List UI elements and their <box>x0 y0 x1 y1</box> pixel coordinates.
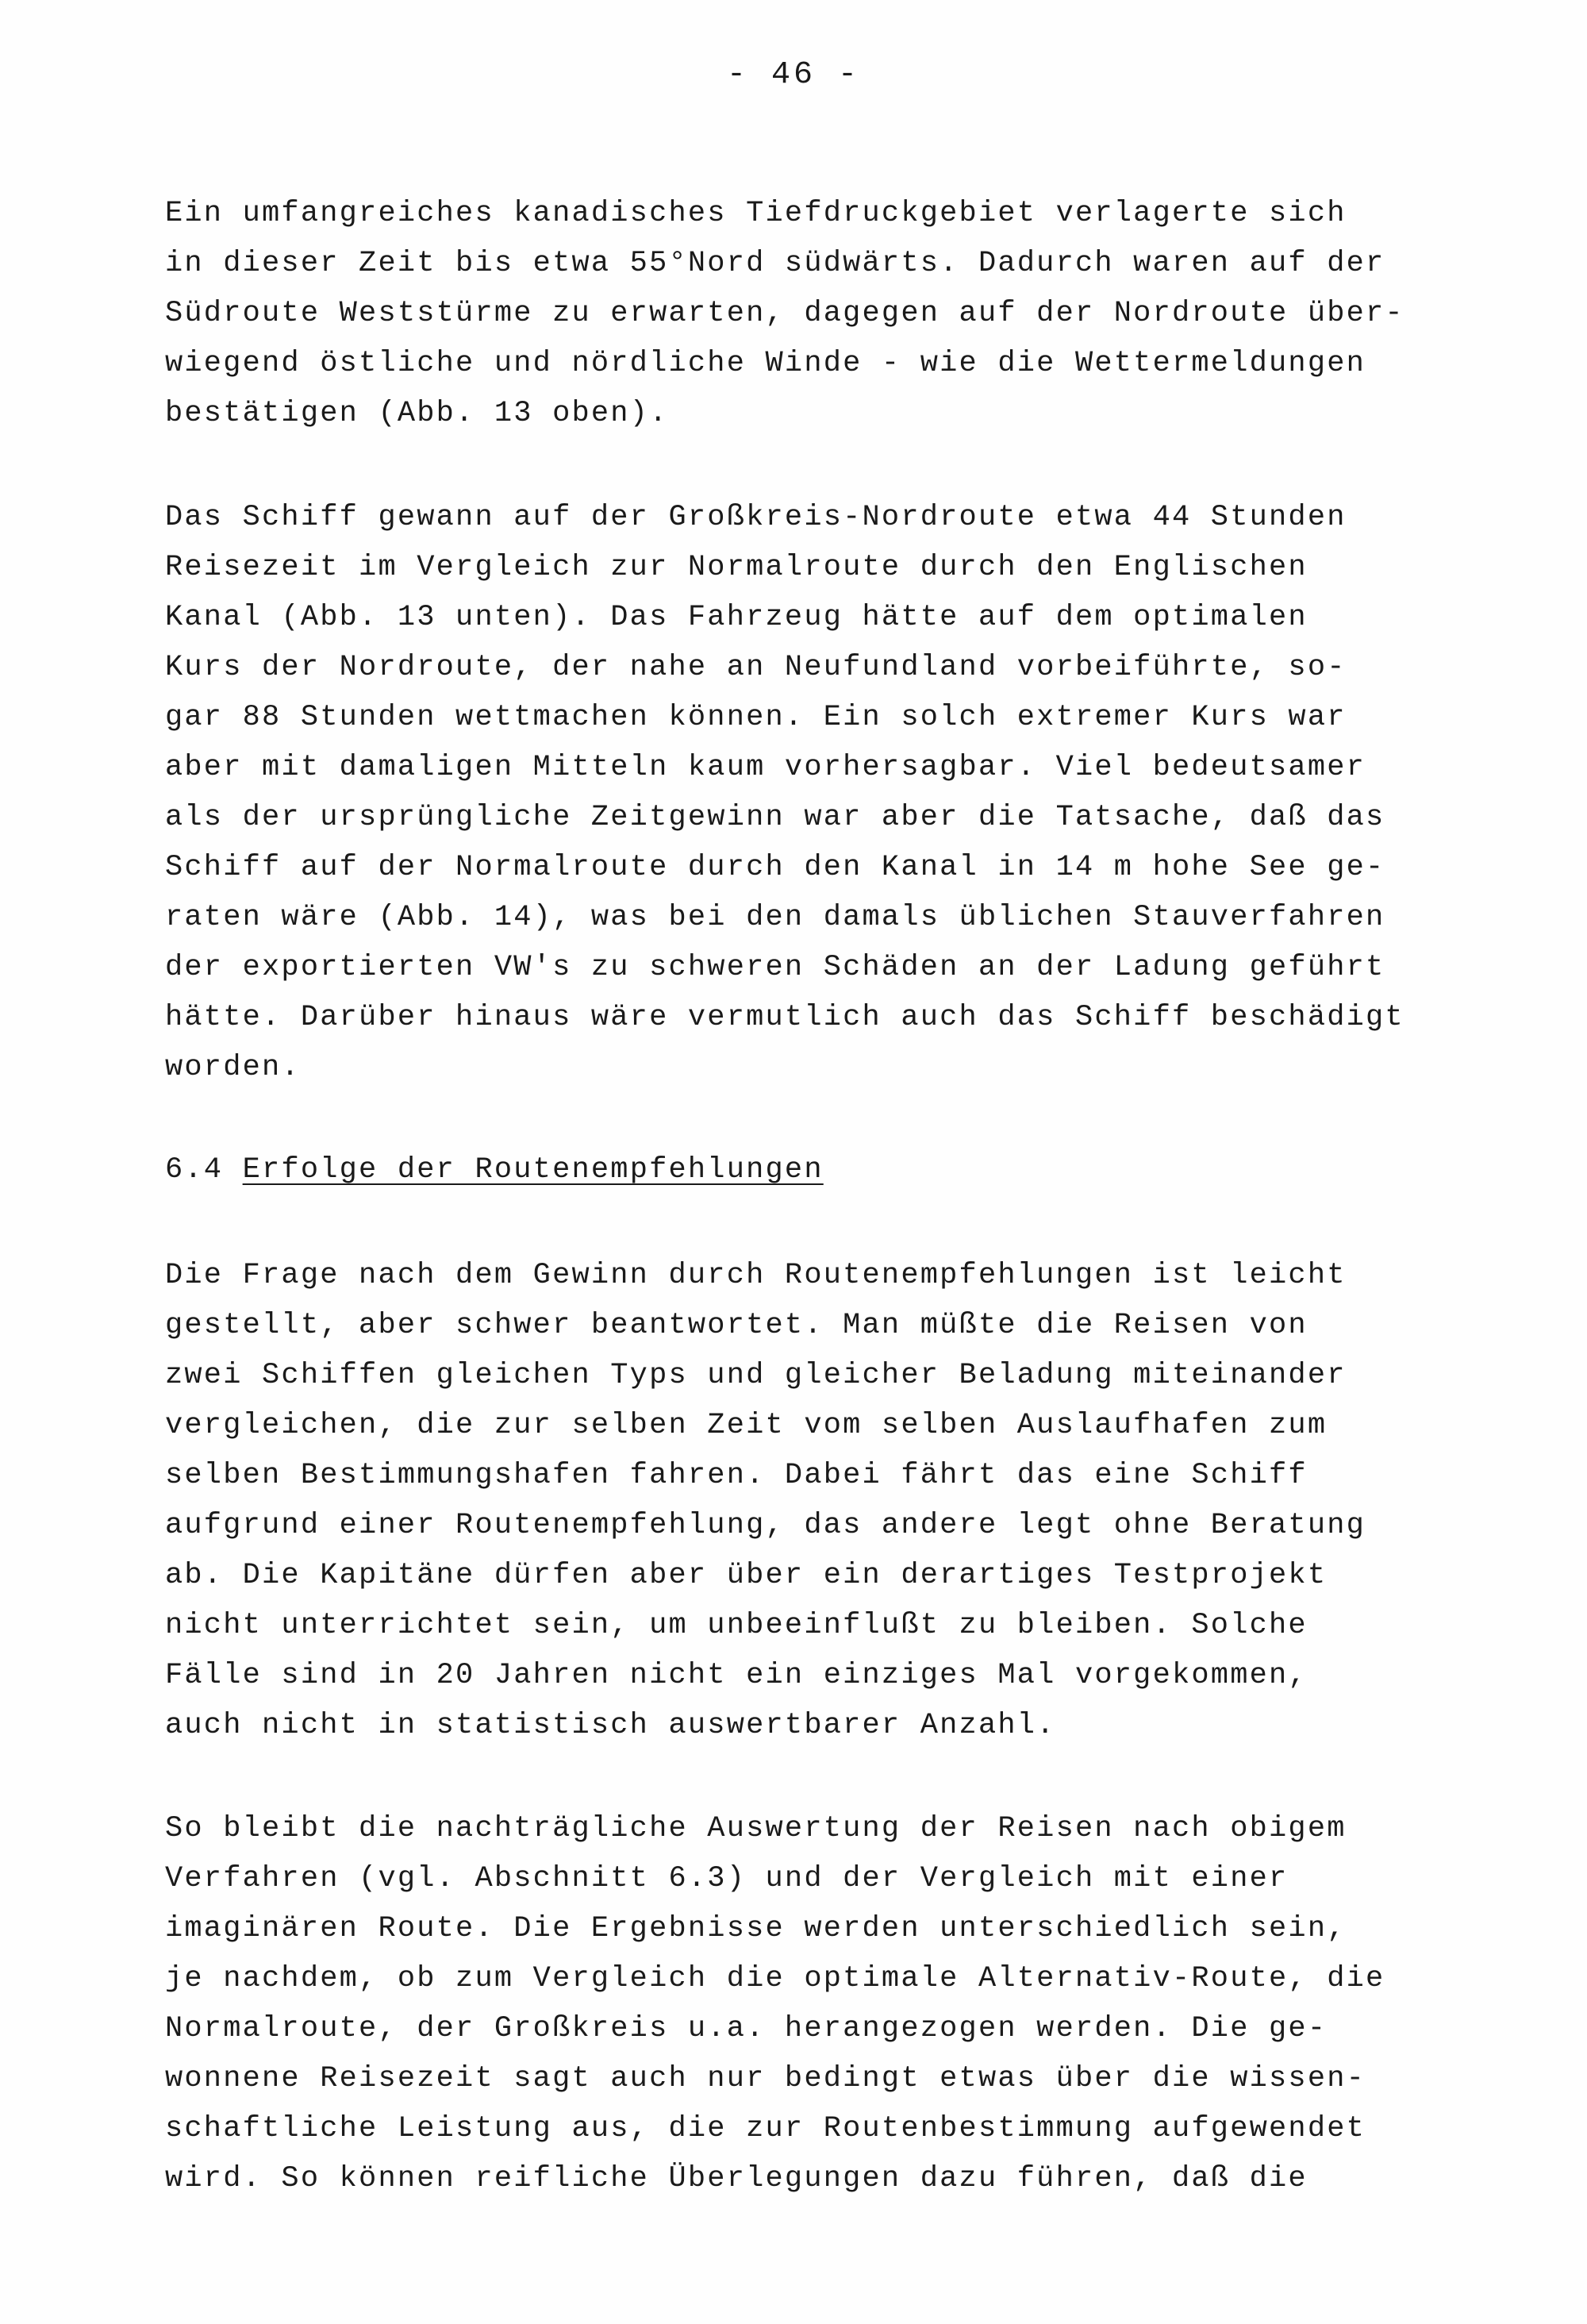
text-line: Kanal (Abb. 13 unten). Das Fahrzeug hätte auf dem optimalen <box>165 601 1308 634</box>
text-line: gestellt, aber schwer beantwortet. Man müßte die Reisen von <box>165 1309 1308 1342</box>
text-line: nicht unterrichtet sein, um unbeeinflußt zu bleiben. Solche <box>165 1609 1308 1642</box>
text-line: auch nicht in statistisch auswertbarer Anzahl. <box>165 1709 1056 1742</box>
text-line: aber mit damaligen Mitteln kaum vorhersagbar. Viel bedeutsamer <box>165 751 1366 784</box>
text-line: hätte. Darüber hinaus wäre vermutlich auch das Schiff beschädigt <box>165 1001 1404 1034</box>
text-line: zwei Schiffen gleichen Typs und gleicher Beladung miteinander <box>165 1359 1347 1392</box>
section-title: Erfolge der Routenempfehlungen <box>242 1153 824 1187</box>
text-line: Die Frage nach dem Gewinn durch Routenempfehlungen ist leicht <box>165 1259 1347 1292</box>
text-line: Schiff auf der Normalroute durch den Kanal in 14 m hohe See ge- <box>165 851 1385 884</box>
text-line: Südroute Weststürme zu erwarten, dagegen auf der Nordroute über- <box>165 297 1404 330</box>
text-line: worden. <box>165 1051 301 1084</box>
text-line: Kurs der Nordroute, der nahe an Neufundland vorbeiführte, so- <box>165 651 1347 684</box>
text-line: Das Schiff gewann auf der Großkreis-Nordroute etwa 44 Stunden <box>165 501 1347 534</box>
text-line: ab. Die Kapitäne dürfen aber über ein derartiges Testprojekt <box>165 1559 1328 1592</box>
text-line: in dieser Zeit bis etwa 55°Nord südwärts. Dadurch waren auf der <box>165 247 1385 280</box>
text-line: Reisezeit im Vergleich zur Normalroute durch den Englischen <box>165 551 1308 584</box>
text-line: vergleichen, die zur selben Zeit vom selben Auslaufhafen zum <box>165 1409 1328 1442</box>
text-line: wird. So können reifliche Überlegungen dazu führen, daß die <box>165 2162 1308 2195</box>
text-line: bestätigen (Abb. 13 oben). <box>165 397 669 430</box>
page-number: - 46 - <box>726 57 861 93</box>
text-line: Verfahren (vgl. Abschnitt 6.3) und der Vergleich mit einer <box>165 1862 1289 1895</box>
text-line: raten wäre (Abb. 14), was bei den damals üblichen Stauverfahren <box>165 901 1385 934</box>
section-heading <box>165 1153 824 1187</box>
text-line: Ein umfangreiches kanadisches Tiefdruckgebiet verlagerte sich <box>165 197 1347 230</box>
text-line: aufgrund einer Routenempfehlung, das andere legt ohne Beratung <box>165 1509 1366 1542</box>
text-line: Fälle sind in 20 Jahren nicht ein einziges Mal vorgekommen, <box>165 1659 1308 1692</box>
text-line: So bleibt die nachträgliche Auswertung der Reisen nach obigem <box>165 1812 1347 1845</box>
section-number: 6.4 <box>165 1153 224 1187</box>
text-line: wonnene Reisezeit sagt auch nur bedingt etwas über die wissen- <box>165 2062 1366 2095</box>
text-line: schaftliche Leistung aus, die zur Routenbestimmung aufgewendet <box>165 2112 1366 2145</box>
text-line: selben Bestimmungshafen fahren. Dabei fährt das eine Schiff <box>165 1459 1308 1492</box>
text-line: als der ursprüngliche Zeitgewinn war aber die Tatsache, daß das <box>165 801 1385 834</box>
text-line: gar 88 Stunden wettmachen können. Ein solch extremer Kurs war <box>165 701 1347 734</box>
text-line: wiegend östliche und nördliche Winde - wie die Wettermeldungen <box>165 347 1366 380</box>
text-line: Normalroute, der Großkreis u.a. herangezogen werden. Die ge- <box>165 2012 1328 2045</box>
text-line: imaginären Route. Die Ergebnisse werden unterschiedlich sein, <box>165 1912 1347 1945</box>
text-line: der exportierten VW's zu schweren Schäden an der Ladung geführt <box>165 951 1385 984</box>
text-line: je nachdem, ob zum Vergleich die optimale Alternativ-Route, die <box>165 1962 1385 1995</box>
